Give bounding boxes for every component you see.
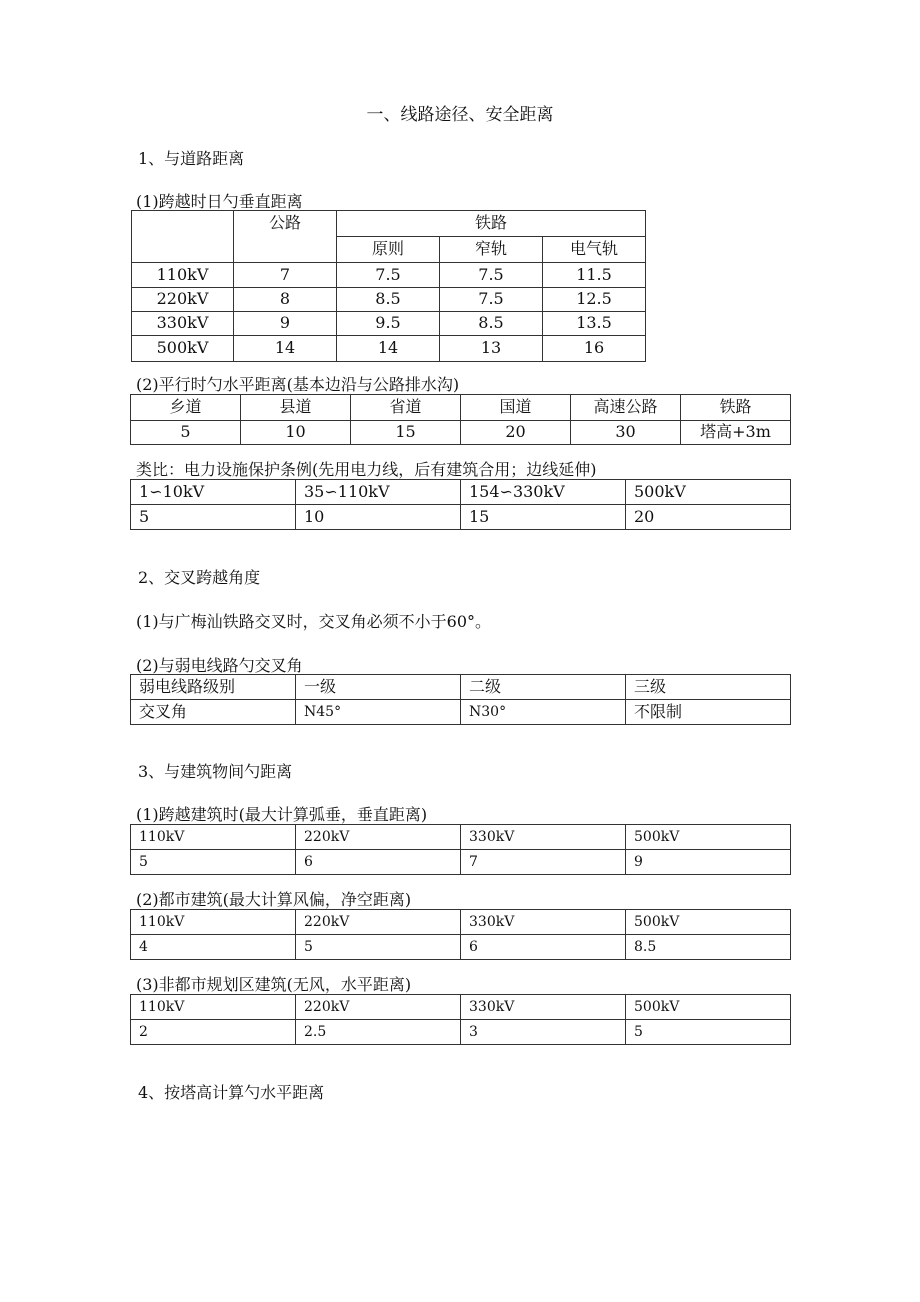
section-2-heading: 2、交叉跨越角度 — [138, 568, 261, 587]
value-cell: 交叉角 — [131, 700, 296, 725]
parallel-horizontal-caption: (2)平行时勺水平距离(基本边沿与公路排水沟) — [136, 375, 460, 394]
header-cell: 三级 — [626, 675, 791, 700]
table-row — [132, 336, 646, 362]
crossing-vertical-table — [131, 210, 646, 362]
header-cell: 110kV — [131, 825, 296, 850]
voltage-cell: 220kV — [132, 288, 234, 312]
header-cell: 330kV — [461, 995, 626, 1020]
header-cell: 220kV — [296, 995, 461, 1020]
header-cell: 500kV — [626, 480, 791, 505]
header-cell: 220kV — [296, 825, 461, 850]
table-row — [131, 910, 791, 935]
value-cell: 20 — [461, 421, 571, 445]
value-cell: 5 — [131, 505, 296, 530]
protection-regulation-caption: 类比：电力设施保护条例(先用电力线，后有建筑合用；边线延伸) — [136, 460, 597, 479]
table-row — [131, 505, 791, 530]
building-crossing-table — [130, 824, 791, 875]
table-row — [132, 263, 646, 288]
value-cell: 9.5 — [337, 312, 440, 336]
header-cell: 110kV — [131, 910, 296, 935]
voltage-cell: 500kV — [132, 336, 234, 362]
non-urban-building-caption: (3)非都市规划区建筑(无风，水平距离) — [136, 975, 412, 994]
value-cell: 10 — [241, 421, 351, 445]
value-cell: 2.5 — [296, 1020, 461, 1045]
value-cell: 10 — [296, 505, 461, 530]
value-cell: 11.5 — [543, 263, 646, 288]
header-cell: 500kV — [626, 995, 791, 1020]
section-3-heading: 3、与建筑物间勺距离 — [138, 762, 293, 781]
table-row — [131, 480, 791, 505]
header-road: 公路 — [234, 211, 337, 263]
section-4-heading: 4、按塔高计算勺水平距离 — [138, 1083, 325, 1102]
header-cell: 330kV — [461, 825, 626, 850]
non-urban-building-table — [130, 994, 791, 1045]
value-cell: 8.5 — [440, 312, 543, 336]
value-cell: 4 — [131, 935, 296, 960]
value-cell: 16 — [543, 336, 646, 362]
header-cell: 省道 — [351, 395, 461, 421]
table-row — [131, 995, 791, 1020]
value-cell: 30 — [571, 421, 681, 445]
header-cell: 铁路 — [681, 395, 791, 421]
parallel-horizontal-table — [130, 394, 791, 445]
building-crossing-caption: (1)跨越建筑时(最大计算弧垂，垂直距离) — [136, 805, 428, 824]
header-cell: 一级 — [296, 675, 461, 700]
value-cell: 15 — [461, 505, 626, 530]
header-cell: 二级 — [461, 675, 626, 700]
table-row — [131, 395, 791, 421]
table-corner-cell — [132, 211, 234, 263]
value-cell: 塔高+3m — [681, 421, 791, 445]
value-cell: 9 — [626, 850, 791, 875]
value-cell: 20 — [626, 505, 791, 530]
header-rail: 铁路 — [337, 211, 646, 237]
value-cell: N45° — [296, 700, 461, 725]
value-cell: 8.5 — [337, 288, 440, 312]
header-cell: 国道 — [461, 395, 571, 421]
header-cell: 330kV — [461, 910, 626, 935]
table-row — [132, 288, 646, 312]
table-row — [132, 312, 646, 336]
weak-current-table — [130, 674, 791, 725]
table-row — [131, 1020, 791, 1045]
value-cell: 7 — [234, 263, 337, 288]
value-cell: 7 — [461, 850, 626, 875]
value-cell: 7.5 — [440, 263, 543, 288]
value-cell: 6 — [296, 850, 461, 875]
header-cell: 35∽110kV — [296, 480, 461, 505]
table-row — [131, 850, 791, 875]
section-1-heading: 1、与道路距离 — [138, 149, 245, 168]
header-rail-narrow: 窄轨 — [440, 237, 543, 263]
value-cell: 5 — [131, 421, 241, 445]
protection-regulation-table — [130, 479, 791, 530]
value-cell: 5 — [131, 850, 296, 875]
header-cell: 154∽330kV — [461, 480, 626, 505]
value-cell: 13.5 — [543, 312, 646, 336]
urban-building-table — [130, 909, 791, 960]
table-row — [131, 935, 791, 960]
header-cell: 乡道 — [131, 395, 241, 421]
table-row — [131, 700, 791, 725]
header-cell: 220kV — [296, 910, 461, 935]
crossing-vertical-caption: (1)跨越时日勺垂直距离 — [136, 192, 303, 211]
value-cell: 8 — [234, 288, 337, 312]
header-rail-standard: 原则 — [337, 237, 440, 263]
header-cell: 1∽10kV — [131, 480, 296, 505]
value-cell: 6 — [461, 935, 626, 960]
urban-building-caption: (2)都市建筑(最大计算风偏，净空距离) — [136, 890, 412, 909]
header-rail-electric: 电气轨 — [543, 237, 646, 263]
weak-current-caption: (2)与弱电线路勺交叉角 — [136, 656, 303, 675]
value-cell: N30° — [461, 700, 626, 725]
header-cell: 110kV — [131, 995, 296, 1020]
value-cell: 8.5 — [626, 935, 791, 960]
value-cell: 9 — [234, 312, 337, 336]
value-cell: 14 — [234, 336, 337, 362]
voltage-cell: 110kV — [132, 263, 234, 288]
value-cell: 5 — [626, 1020, 791, 1045]
value-cell: 2 — [131, 1020, 296, 1045]
value-cell: 12.5 — [543, 288, 646, 312]
header-cell: 500kV — [626, 825, 791, 850]
value-cell: 不限制 — [626, 700, 791, 725]
header-cell: 县道 — [241, 395, 351, 421]
value-cell: 13 — [440, 336, 543, 362]
table-row — [131, 825, 791, 850]
value-cell: 15 — [351, 421, 461, 445]
header-cell: 500kV — [626, 910, 791, 935]
value-cell: 14 — [337, 336, 440, 362]
value-cell: 7.5 — [440, 288, 543, 312]
railway-crossing-text: (1)与广梅汕铁路交叉时，交叉角必须不小于60°。 — [136, 612, 492, 631]
value-cell: 5 — [296, 935, 461, 960]
header-cell: 弱电线路级别 — [131, 675, 296, 700]
value-cell: 3 — [461, 1020, 626, 1045]
header-cell: 高速公路 — [571, 395, 681, 421]
table-row — [131, 421, 791, 445]
value-cell: 7.5 — [337, 263, 440, 288]
table-row — [131, 675, 791, 700]
page-title: 一、线路途径、安全距离 — [366, 105, 554, 125]
voltage-cell: 330kV — [132, 312, 234, 336]
